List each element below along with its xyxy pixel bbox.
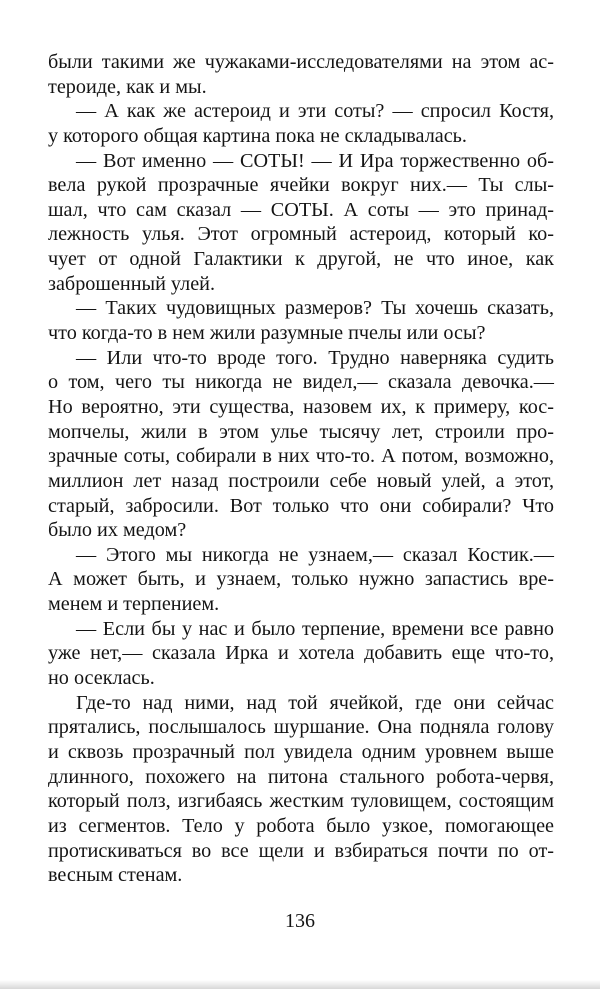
text-line: — А как же астероид и эти соты? — спросил Костя,	[76, 100, 554, 123]
text-line: тероиде, как и мы.	[48, 75, 207, 98]
text-line: Но вероятно, эти существа, назовем их, к примеру, кос-	[48, 395, 554, 418]
text-line: — Вот именно — СОТЫ! — И Ира торжественно об-	[76, 149, 554, 172]
text-line: миллион лет назад построили себе новый улей, а этот,	[48, 469, 554, 492]
text-line: старый, забросили. Вот только что они собирали? Что	[48, 494, 554, 517]
text-line: из сегментов. Тело у робота было узкое, помогающее	[48, 814, 554, 837]
text-line: Где-то над ними, над той ячейкой, где они сейчас	[76, 691, 554, 714]
text-line: — Или что-то вроде того. Трудно наверняка судить	[76, 346, 554, 369]
text-line: что когда-то в нем жили разумные пчелы или осы?	[48, 322, 486, 345]
text-line: — Если бы у нас и было терпение, времени все равно	[76, 617, 554, 640]
text-line: чует от одной Галактики к другой, не что иное, как	[48, 248, 554, 271]
text-line: и сквозь прозрачный пол увидела одним уровнем выше	[48, 740, 554, 763]
text-line: — Этого мы никогда не узнаем,— сказал Костик.—	[76, 543, 554, 566]
text-line: длинного, похожего на питона стального робота-червя,	[48, 765, 554, 788]
text-line: весным стенам.	[48, 864, 183, 887]
text-line: — Таких чудовищных размеров? Ты хочешь сказать,	[76, 297, 554, 320]
text-line: мопчелы, жили в этом улье тысячу лет, строили про-	[48, 420, 554, 443]
text-line: у которого общая картина пока не складывалась.	[48, 124, 467, 147]
page-number: 136	[285, 910, 315, 932]
text-line: лежность улья. Этот огромный астероид, который ко-	[48, 223, 554, 246]
page-bottom-edge	[0, 980, 600, 989]
text-line: протискиваться во все щели и взбираться почти по от-	[48, 839, 554, 862]
text-line: вела рукой прозрачные ячейки вокруг них.— Ты слы-	[48, 174, 554, 197]
text-line: шал, что сам сказал — СОТЫ. А соты — это принад-	[48, 198, 554, 221]
text-line: менем и терпением.	[48, 593, 220, 616]
text-line: прятались, послышалось шуршание. Она подняла голову	[48, 716, 554, 739]
text-line: были такими же чужаками-исследователями на этом ас-	[48, 51, 554, 73]
text-line: зрачные соты, собирали в них что-то. А потом, возможно,	[48, 445, 554, 468]
text-line: о том, чего ты никогда не видел,— сказала девочка.—	[48, 371, 554, 394]
text-line: заброшенный улей.	[48, 272, 216, 295]
text-line: но осеклась.	[48, 667, 155, 690]
text-line: было их медом?	[48, 519, 187, 542]
text-line: уже нет,— сказала Ирка и хотела добавить еще что-то,	[48, 642, 554, 665]
page-text	[48, 50, 554, 888]
text-line: который полз, изгибаясь жестким туловищем, состоящим	[48, 790, 554, 813]
text-line: А может быть, и узнаем, только нужно запастись вре-	[48, 568, 554, 591]
